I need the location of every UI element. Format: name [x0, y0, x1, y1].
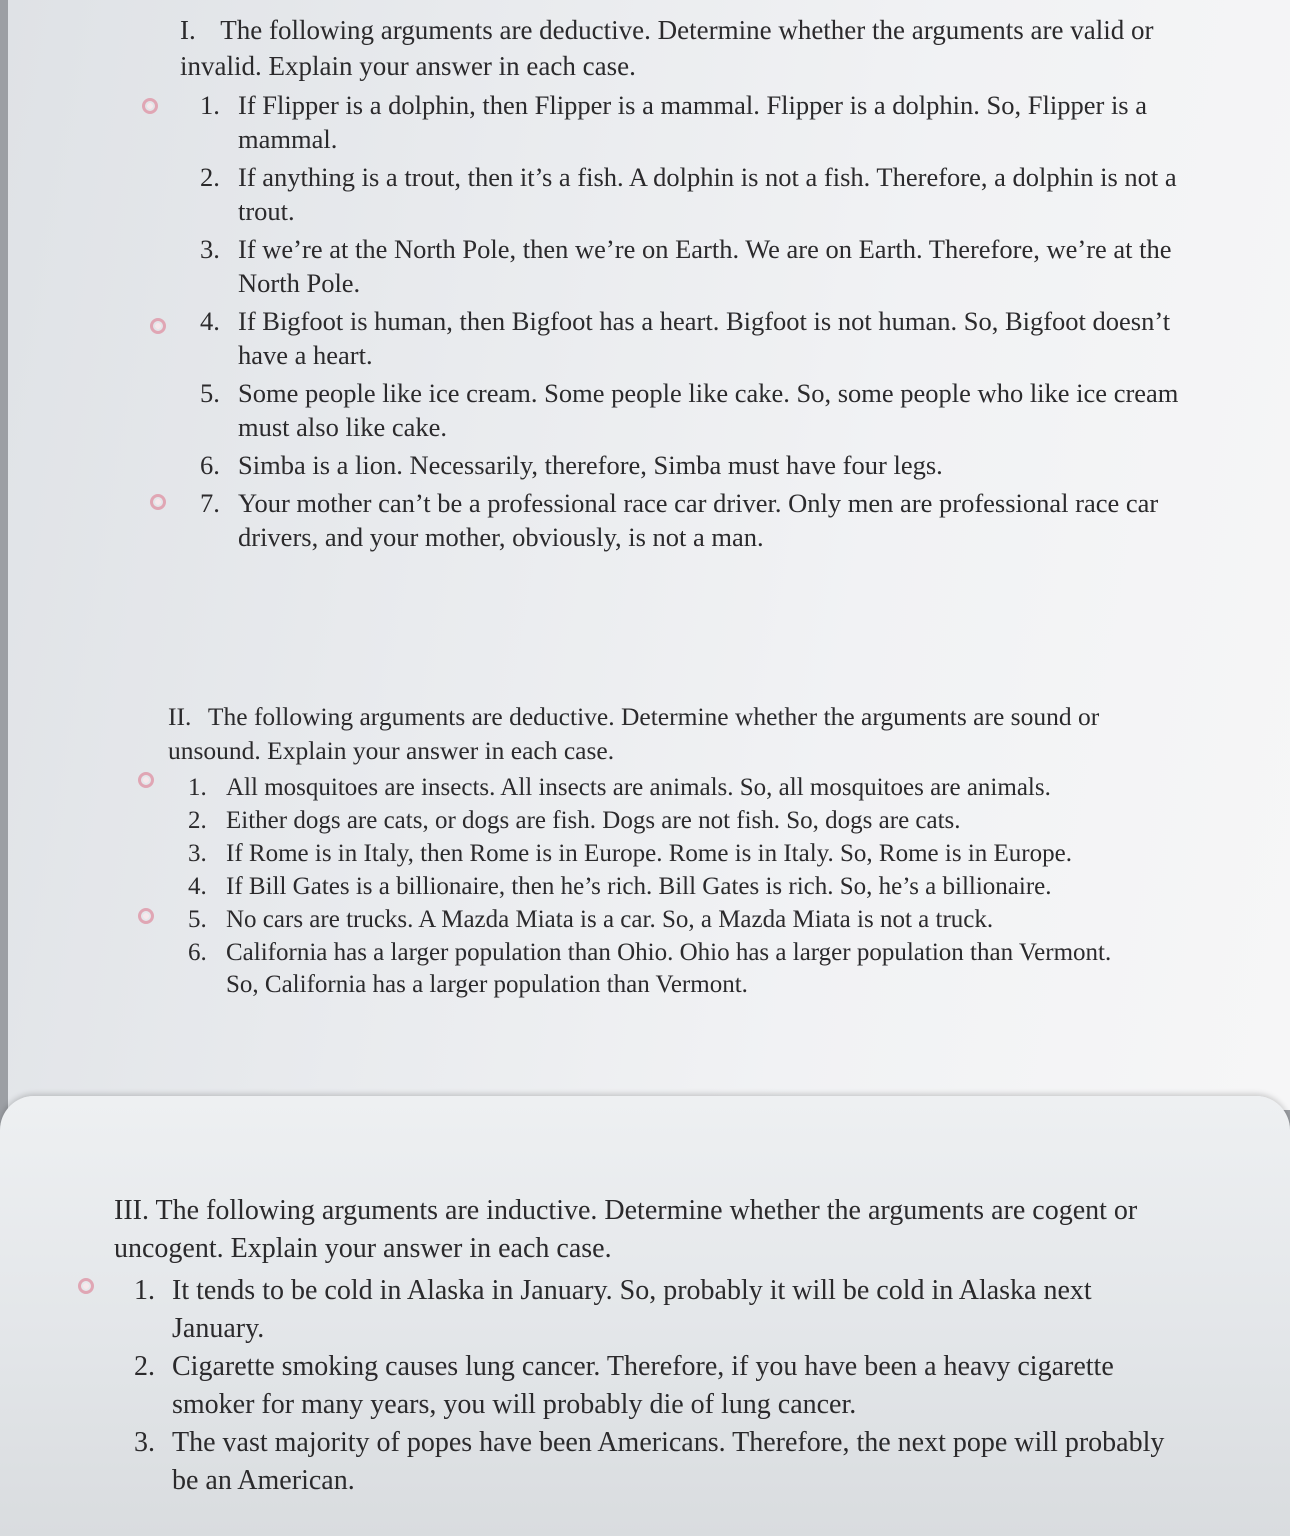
argument-item — [114, 1348, 1184, 1424]
section-numeral: III. — [114, 1195, 149, 1226]
item-text: If Bill Gates is a billionaire, then he’s rich. Bill Gates is rich. So, he’s a billionaire. — [226, 873, 1052, 900]
item-number: 4. — [200, 306, 220, 336]
item-number: 2. — [134, 1351, 155, 1382]
section-heading — [114, 1192, 1184, 1268]
item-text: The vast majority of popes have been Americans. Therefore, the next pope will probably be an American. — [172, 1427, 1165, 1496]
selection-circle-icon — [150, 318, 166, 334]
argument-item — [168, 904, 1128, 936]
selection-circle-icon — [142, 98, 158, 114]
item-number: 3. — [200, 234, 220, 264]
item-text: It tends to be cold in Alaska in January. So, probably it will be cold in Alaska next January. — [172, 1275, 1092, 1344]
argument-list — [168, 772, 1128, 1001]
item-text: If Bigfoot is human, then Bigfoot has a heart. Bigfoot is not human. So, Bigfoot doesn’t have a heart. — [238, 306, 1171, 370]
item-text: If we’re at the North Pole, then we’re on Earth. We are on Earth. Therefore, we’re at the North Pole. — [238, 234, 1172, 298]
section-numeral: I. — [180, 15, 196, 45]
item-text: Simba is a lion. Necessarily, therefore, Simba must have four legs. — [238, 450, 943, 480]
item-text: Cigarette smoking causes lung cancer. Therefore, if you have been a heavy cigarette smoker for many years, you will probably die of lung cancer. — [172, 1351, 1114, 1420]
item-text: No cars are trucks. A Mazda Miata is a car. So, a Mazda Miata is not a truck. — [226, 906, 994, 933]
item-number: 7. — [200, 488, 220, 518]
section-heading-text: The following arguments are inductive. Determine whether the arguments are cogent or uncogent. Explain your answer in each case. — [114, 1195, 1138, 1264]
argument-item — [180, 486, 1190, 554]
section-numeral: II. — [168, 702, 192, 731]
section-heading — [180, 12, 1190, 84]
argument-item — [168, 871, 1128, 903]
item-text: California has a larger population than Ohio. Ohio has a larger population than Vermont. So, California has a larger population than Vermont. — [226, 939, 1112, 998]
argument-item — [180, 304, 1190, 372]
section-heading-text: The following arguments are deductive. Determine whether the arguments are sound or unsound. Explain your answer in each case. — [168, 702, 1100, 765]
item-number: 6. — [188, 939, 207, 966]
item-text: If Rome is in Italy, then Rome is in Europe. Rome is in Italy. So, Rome is in Europe. — [226, 840, 1072, 867]
argument-item — [168, 838, 1128, 870]
item-text: Either dogs are cats, or dogs are fish. Dogs are not fish. So, dogs are cats. — [226, 807, 961, 834]
item-number: 5. — [188, 906, 207, 933]
item-number: 1. — [134, 1275, 155, 1306]
argument-item — [180, 448, 1190, 482]
section-heading-text: The following arguments are deductive. Determine whether the arguments are valid or invalid. Explain your answer in each case. — [180, 15, 1154, 81]
item-text: Some people like ice cream. Some people like cake. So, some people who like ice cream must also like cake. — [238, 378, 1179, 442]
selection-circle-icon — [78, 1278, 94, 1294]
argument-item — [180, 232, 1190, 300]
argument-item — [180, 88, 1190, 156]
section-valid-invalid — [180, 12, 1190, 558]
item-text: If Flipper is a dolphin, then Flipper is a mammal. Flipper is a dolphin. So, Flipper is a mammal. — [238, 90, 1148, 154]
argument-item — [180, 376, 1190, 444]
item-number: 2. — [188, 807, 207, 834]
argument-item — [114, 1272, 1184, 1348]
item-number: 3. — [134, 1427, 155, 1458]
item-number: 1. — [200, 90, 220, 120]
item-number: 1. — [188, 774, 207, 801]
section-cogent-uncogent — [114, 1192, 1184, 1500]
argument-item — [168, 937, 1128, 1001]
item-text: If anything is a trout, then it’s a fish. A dolphin is not a fish. Therefore, a dolphin is not a trout. — [238, 162, 1177, 226]
argument-list — [114, 1272, 1184, 1500]
argument-item — [180, 160, 1190, 228]
section-sound-unsound — [168, 700, 1128, 1002]
item-number: 5. — [200, 378, 220, 408]
argument-item — [168, 805, 1128, 837]
selection-circle-icon — [138, 908, 154, 924]
argument-item — [114, 1424, 1184, 1500]
section-heading — [168, 700, 1128, 768]
item-number: 6. — [200, 450, 220, 480]
item-number: 2. — [200, 162, 220, 192]
item-text: All mosquitoes are insects. All insects are animals. So, all mosquitoes are animals. — [226, 774, 1051, 801]
argument-list — [180, 88, 1190, 554]
item-text: Your mother can’t be a professional race car driver. Only men are professional race car drivers, and your mother, obviously, is not a man. — [238, 488, 1159, 552]
argument-item — [168, 772, 1128, 804]
selection-circle-icon — [150, 494, 166, 510]
selection-circle-icon — [138, 772, 154, 788]
item-number: 4. — [188, 873, 207, 900]
item-number: 3. — [188, 840, 207, 867]
